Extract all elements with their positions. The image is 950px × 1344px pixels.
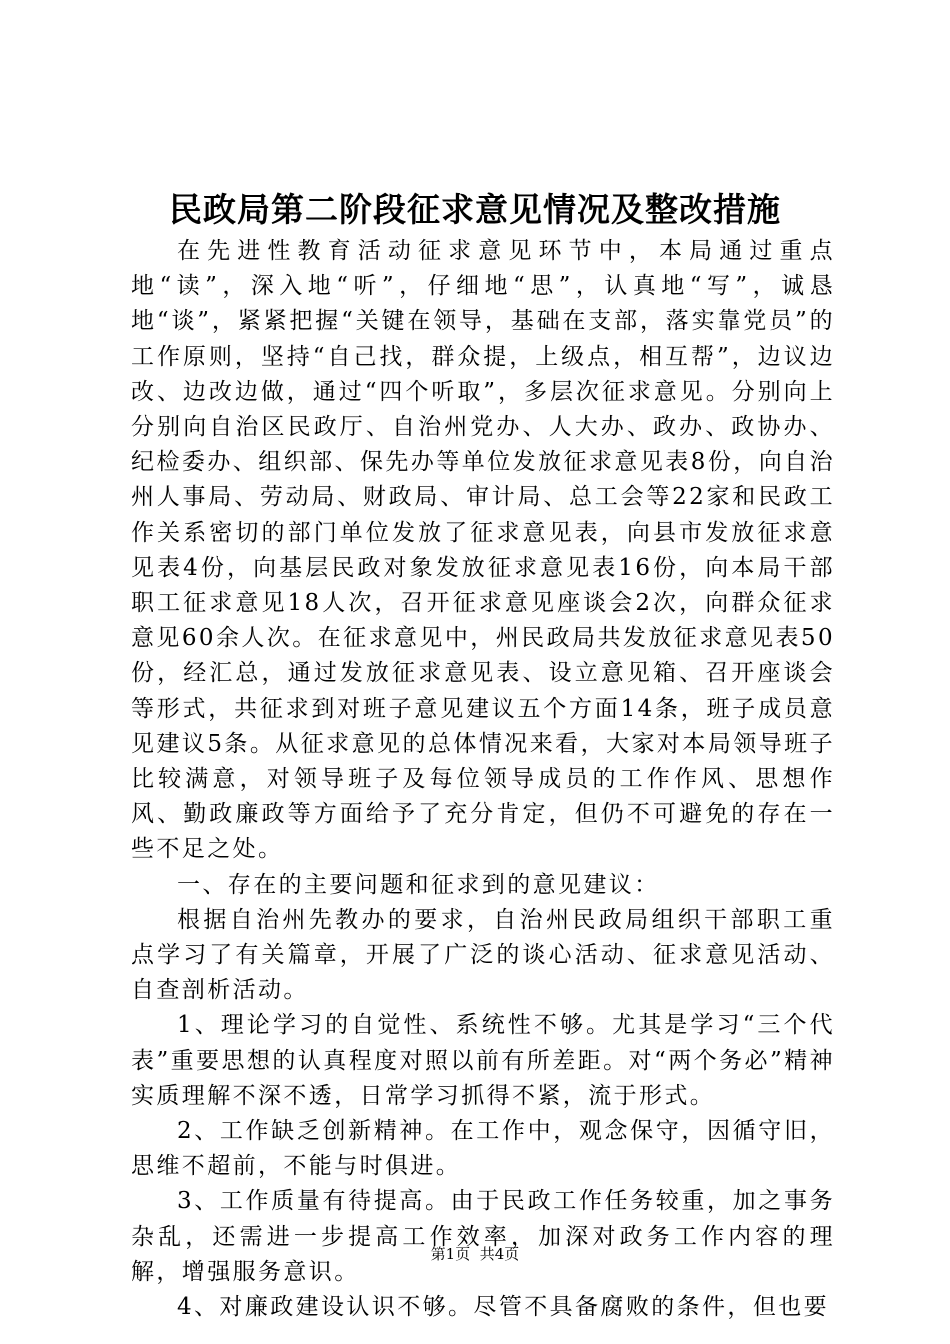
section-heading-problems: 一、存在的主要问题和征求到的意见建议： <box>177 871 660 898</box>
page-number-current: 第1页 <box>430 1245 471 1263</box>
list-item-2: 2、工作缺乏创新精神。在工作中，观念保守，因循守旧，思维不超前，不能与时俱进。 <box>131 1118 835 1180</box>
page-number-total: 共4页 <box>479 1245 520 1263</box>
list-item-4: 4、对廉政建设认识不够。尽管不具备腐败的条件，但也要 <box>177 1294 830 1321</box>
page-footer <box>0 1244 950 1264</box>
paragraph-intro: 在先进性教育活动征求意见环节中，本局通过重点地“读”，深入地“听”，仔细地“思”，认真地“写”，诚恳地“谈”，紧紧把握“关键在领导，基础在支部，落实靠党员”的工作原则，坚持“自己找，群众提，上级点，相互帮”，边议边改、边改边做，通过“四个听取”，多层次征求意见。分别向上分别向自治区民政厅、自治州党办、人大办、政办、政协办、纪检委办、组织部、保先办等单位发放征求意见表8份，向自治州人事局、劳动局、财政局、审计局、总工会等22家和民政工作关系密切的部门单位发放了征求意见表，向县市发放征求意见表4份，向基层民政对象发放征求意见表16份，向本局干部职工征求意见18人次，召开征求意见座谈会2次，向群众征求意见60余人次。在征求意见中，州民政局共发放征求意见表50份，经汇总，通过发放征求意见表、设立意见箱、召开座谈会等形式，共征求到对班子意见建议五个方面14条，班子成员意见建议5条。从征求意见的总体情况来看，大家对本局领导班子比较满意，对领导班子及每位领导成员的工作作风、思想作风、勤政廉政等方面给予了充分肯定，但仍不可避免的存在一些不足之处。 <box>131 238 835 863</box>
list-item-3: 3、工作质量有待提高。由于民政工作任务较重，加之事务杂乱，还需进一步提高工作效率，加深对政务工作内容的理解，增强服务意识。 <box>131 1188 835 1285</box>
document-title: 民政局第二阶段征求意见情况及整改措施 <box>169 190 781 229</box>
paragraph-background: 根据自治州先教办的要求，自治州民政局组织干部职工重点学习了有关篇章，开展了广泛的谈心活动、征求意见活动、自查剖析活动。 <box>131 906 835 1004</box>
list-item-1: 1、理论学习的自觉性、系统性不够。尤其是学习“三个代表”重要思想的认真程度对照以前有所差距。对“两个务必”精神实质理解不深不透，日常学习抓得不紧，流于形式。 <box>131 1012 835 1109</box>
document-body <box>131 234 835 1325</box>
